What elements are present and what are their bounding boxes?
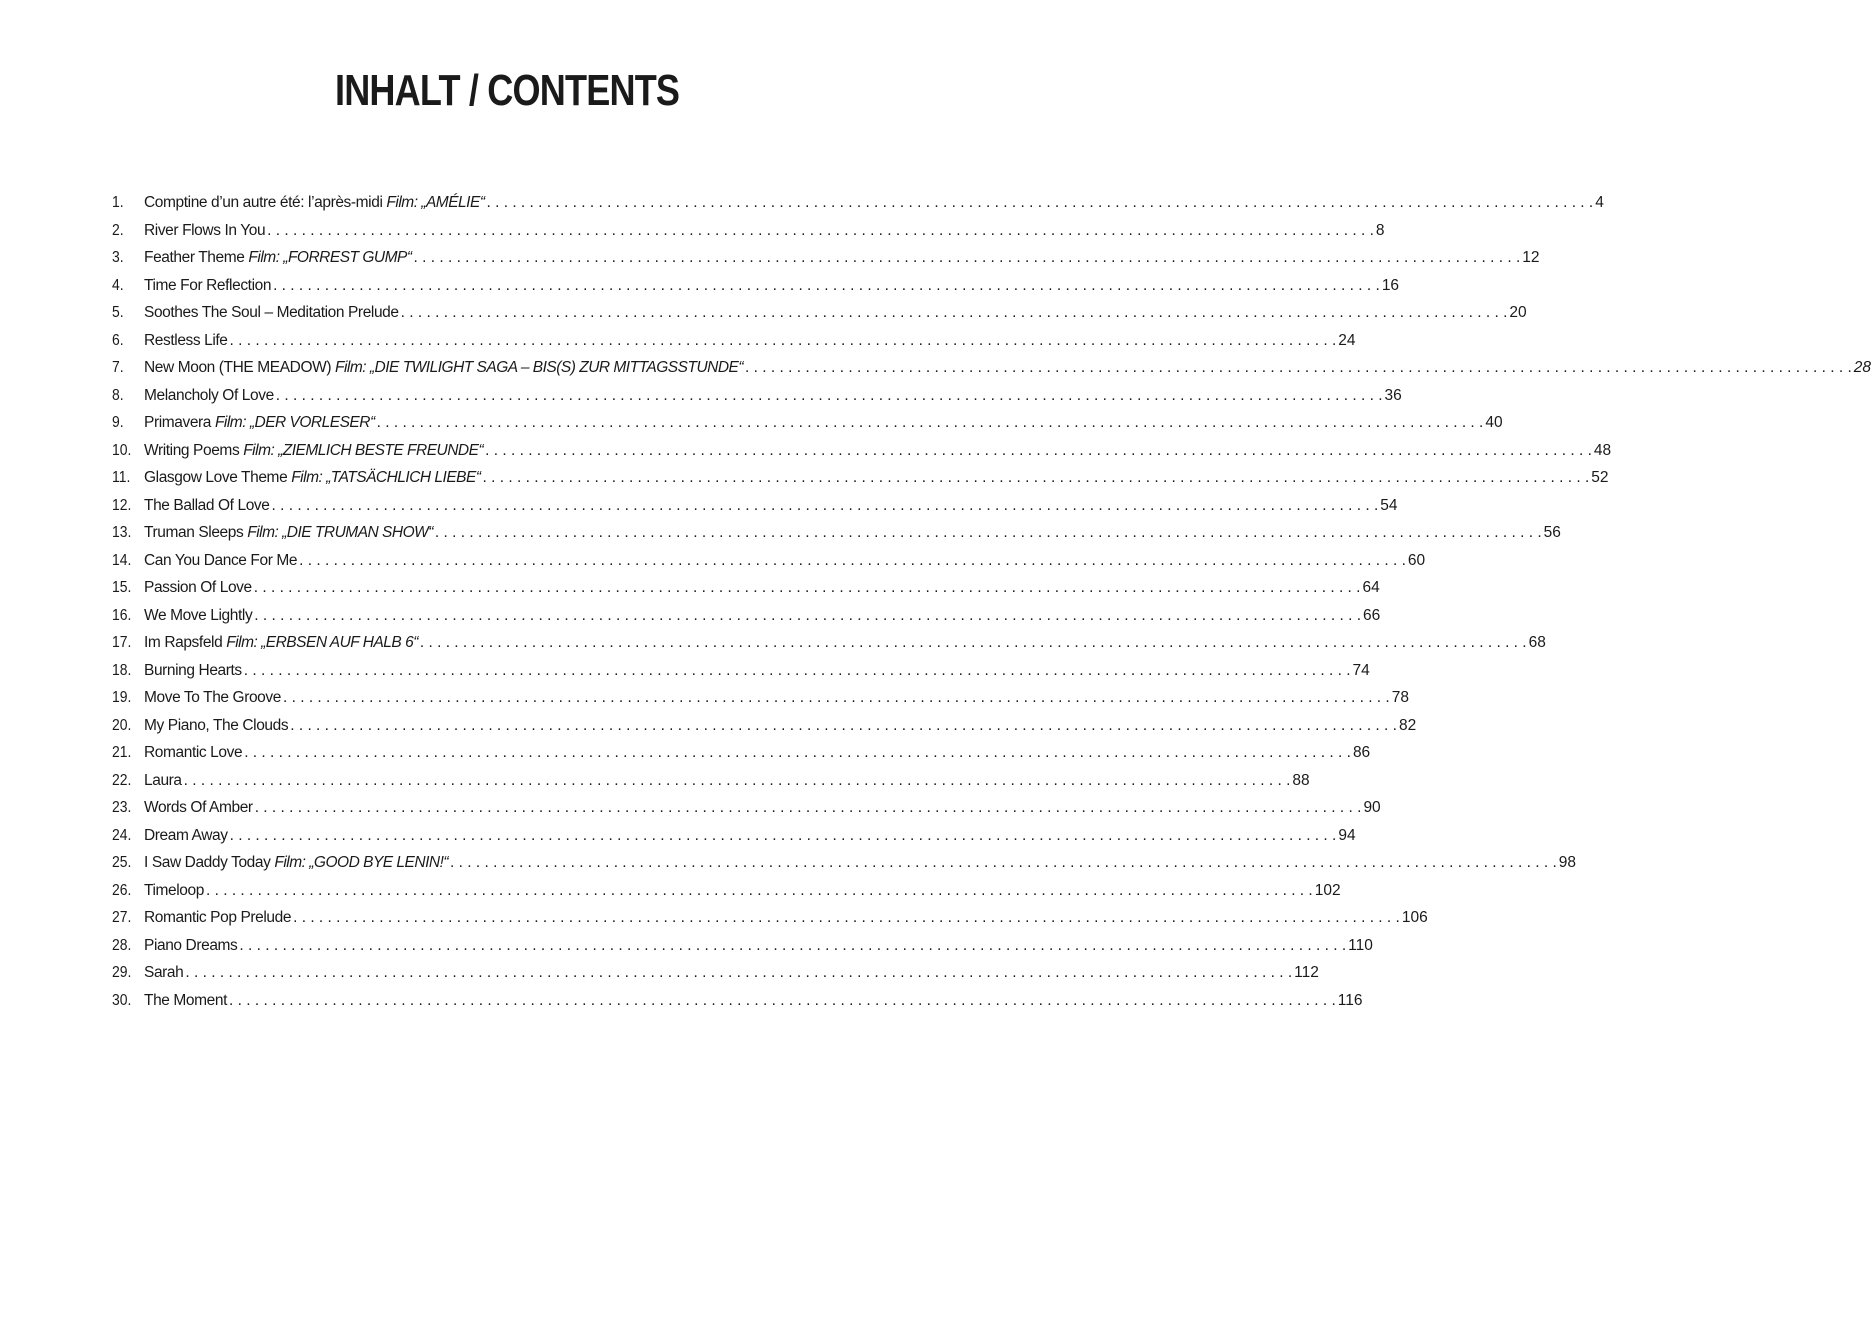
- dot-leader: [185, 964, 1292, 982]
- toc-entry[interactable]: [112, 826, 1356, 855]
- toc-entry[interactable]: [112, 634, 1546, 662]
- toc-entry-number: 2.: [112, 221, 124, 239]
- toc-entry-title: Burning Hearts: [144, 661, 242, 679]
- toc-entry-page-number: 82: [1398, 716, 1417, 734]
- toc-entry-page-number: 16: [1381, 276, 1400, 294]
- toc-entry-film: Film: „DIE TRUMAN SHOW“: [247, 524, 433, 541]
- toc-entry[interactable]: [112, 991, 1363, 1020]
- toc-entry-text: [144, 744, 242, 762]
- toc-entry[interactable]: [112, 689, 1409, 717]
- toc-entry[interactable]: [112, 964, 1319, 992]
- toc-entry-page-number: 4: [1595, 194, 1604, 211]
- toc-entry-title: We Move Lightly: [144, 606, 253, 624]
- toc-entry-film: Film: „DER VORLESER“: [214, 414, 375, 431]
- dot-leader: [244, 662, 1351, 680]
- dot-leader: [255, 799, 1362, 817]
- dot-leader: [293, 909, 1400, 927]
- toc-entry-page-number: 74: [1352, 661, 1370, 679]
- dot-leader: [420, 634, 1527, 652]
- toc-entry-film: Film: „ZIEMLICH BESTE FREUNDE“: [243, 441, 484, 459]
- toc-entry-text: [144, 414, 375, 432]
- toc-entry-title: River Flows In You: [144, 221, 266, 239]
- toc-entry-film: Film: „TATSÄCHLICH LIEBE“: [291, 469, 481, 486]
- toc-entry-page-number: 8: [1375, 221, 1385, 239]
- toc-entry-page-number: 36: [1384, 386, 1402, 404]
- toc-entry-page-number: 20: [1509, 304, 1527, 321]
- toc-entry-page-number: 24: [1338, 331, 1356, 349]
- toc-entry-title: The Moment: [144, 991, 228, 1009]
- toc-entry-title: Romantic Love: [144, 744, 243, 761]
- toc-entry[interactable]: [112, 606, 1381, 635]
- toc-entry-text: [144, 662, 242, 680]
- dot-leader: [483, 469, 1590, 487]
- toc-entry-text: [144, 222, 265, 240]
- toc-entry[interactable]: [112, 771, 1310, 800]
- toc-entry[interactable]: [112, 386, 1402, 415]
- toc-entry-number: 14.: [112, 551, 132, 569]
- toc-entry-number: 18.: [112, 661, 132, 679]
- toc-entry-number: 8.: [112, 386, 124, 404]
- toc-entry-text: [144, 277, 271, 295]
- toc-entry-text: [144, 497, 270, 515]
- toc-entry-text: [144, 607, 252, 625]
- dot-leader: [276, 387, 1383, 405]
- toc-entry[interactable]: [112, 936, 1373, 965]
- dot-leader: [184, 772, 1291, 790]
- toc-entry-text: [144, 304, 399, 322]
- toc-entry-text: [144, 194, 484, 212]
- dot-leader: [229, 992, 1336, 1010]
- toc-entry-text: [144, 634, 418, 652]
- toc-entry-number: 10.: [112, 441, 132, 459]
- toc-entry-text: [144, 442, 483, 460]
- toc-entry[interactable]: [112, 276, 1400, 305]
- toc-entry-page-number: 102: [1314, 881, 1341, 899]
- toc-entry-number: 13.: [112, 524, 132, 541]
- toc-entry-number: 6.: [112, 331, 124, 349]
- toc-entry-page-number: 64: [1362, 579, 1380, 596]
- toc-entry-title: Time For Reflection: [144, 276, 272, 294]
- toc-entry-film: Film: „AMÉLIE“: [386, 194, 485, 211]
- toc-entry-title: Can You Dance For Me: [144, 551, 298, 569]
- toc-entry-page-number: 112: [1294, 964, 1319, 981]
- toc-entry-text: [144, 772, 182, 790]
- toc-entry-title: Passion Of Love: [144, 579, 252, 596]
- toc-entry-title: Soothes The Soul – Meditation Prelude: [144, 304, 399, 321]
- toc-entry-title: Primavera: [144, 414, 212, 431]
- dot-leader: [272, 497, 1379, 515]
- toc-entry-text: [144, 992, 227, 1010]
- toc-entry[interactable]: [112, 579, 1380, 607]
- toc-entry[interactable]: [112, 331, 1356, 360]
- dot-leader: [450, 854, 1557, 872]
- toc-entry-title: Glasgow Love Theme: [144, 469, 288, 486]
- toc-entry-title: Words Of Amber: [144, 799, 253, 816]
- toc-entry-number: 5.: [112, 304, 124, 321]
- dot-leader: [745, 359, 1852, 377]
- toc-entry-film: Film: „GOOD BYE LENIN!“: [274, 854, 449, 871]
- toc-entry-number: 22.: [112, 771, 132, 789]
- toc-entry-title: Romantic Pop Prelude: [144, 909, 292, 926]
- toc-entry-text: [144, 689, 281, 707]
- toc-entry-number: 7.: [112, 359, 124, 376]
- toc-entry-text: [144, 524, 433, 542]
- table-of-contents: [112, 194, 1871, 1019]
- toc-entry-title: Timeloop: [144, 881, 204, 899]
- dot-leader: [435, 524, 1542, 542]
- toc-entry[interactable]: [112, 194, 1604, 222]
- toc-entry[interactable]: [112, 496, 1398, 525]
- toc-entry[interactable]: [112, 414, 1503, 442]
- toc-entry[interactable]: [112, 551, 1426, 580]
- toc-entry[interactable]: [112, 441, 1612, 470]
- toc-entry-page-number: 88: [1292, 771, 1310, 789]
- toc-entry-text: [144, 717, 288, 735]
- toc-entry-title: Truman Sleeps: [144, 524, 244, 541]
- toc-entry-page-number: 54: [1380, 496, 1398, 514]
- toc-entry-title: Sarah: [144, 964, 184, 981]
- dot-leader: [414, 249, 1521, 267]
- toc-entry-number: 29.: [112, 964, 132, 981]
- toc-entry[interactable]: [112, 799, 1381, 827]
- toc-entry-page-number: 90: [1363, 799, 1381, 816]
- dot-leader: [254, 607, 1361, 625]
- dot-leader: [244, 744, 1351, 762]
- dot-leader: [206, 882, 1313, 900]
- toc-entry-page-number: 48: [1593, 441, 1612, 459]
- toc-entry-number: 27.: [112, 909, 132, 926]
- toc-entry-text: [144, 387, 274, 405]
- toc-entry-title: I Saw Daddy Today: [144, 854, 271, 871]
- toc-entry-text: [144, 579, 252, 597]
- toc-entry-number: 25.: [112, 854, 132, 871]
- toc-entry[interactable]: [112, 661, 1370, 690]
- toc-entry-number: 4.: [112, 276, 124, 294]
- toc-entry-page-number: 98: [1558, 854, 1577, 871]
- toc-entry-text: [144, 249, 412, 267]
- toc-entry-number: 11.: [112, 469, 131, 486]
- toc-entry-title: Comptine d’un autre été: l’après-midi: [144, 194, 383, 211]
- dot-leader: [377, 414, 1484, 432]
- toc-entry[interactable]: [112, 221, 1385, 250]
- toc-entry-title: The Ballad Of Love: [144, 496, 270, 514]
- toc-entry-number: 19.: [112, 689, 132, 706]
- dot-leader: [290, 717, 1397, 735]
- toc-entry[interactable]: [112, 524, 1561, 552]
- toc-entry[interactable]: [112, 909, 1428, 937]
- toc-entry-page-number: 78: [1391, 689, 1409, 706]
- toc-entry-text: [144, 799, 253, 817]
- page-title: INHALT / CONTENTS: [334, 66, 680, 115]
- toc-entry[interactable]: [112, 854, 1577, 882]
- toc-entry-text: [144, 909, 291, 927]
- toc-entry-number: 17.: [112, 634, 132, 651]
- toc-entry-title: Melancholy Of Love: [144, 386, 274, 404]
- toc-entry-text: [144, 469, 481, 487]
- toc-entry[interactable]: [112, 744, 1371, 772]
- toc-entry-page-number: 60: [1407, 551, 1426, 569]
- toc-entry-title: Laura: [144, 771, 182, 789]
- toc-entry-number: 24.: [112, 826, 132, 844]
- toc-entry-number: 20.: [112, 716, 132, 734]
- toc-entry-title: Im Rapsfeld: [144, 634, 223, 651]
- toc-entry-text: [144, 964, 183, 982]
- dot-leader: [230, 827, 1337, 845]
- toc-entry-text: [144, 827, 228, 845]
- dot-leader: [267, 222, 1374, 240]
- toc-entry-title: Move To The Groove: [144, 689, 281, 706]
- toc-entry-page-number: 28: [1853, 359, 1871, 376]
- toc-entry-text: [144, 359, 743, 377]
- toc-entry-number: 21.: [112, 744, 132, 761]
- toc-entry-number: 9.: [112, 414, 124, 431]
- toc-entry-page-number: 56: [1543, 524, 1561, 541]
- toc-entry-title: Restless Life: [144, 331, 228, 349]
- toc-entry-page-number: 116: [1337, 991, 1363, 1009]
- toc-entry[interactable]: [112, 716, 1417, 745]
- toc-entry-film: Film: „ERBSEN AUF HALB 6“: [226, 634, 418, 651]
- toc-entry-title: New Moon (THE MEADOW): [144, 359, 332, 376]
- toc-entry-page-number: 110: [1348, 936, 1373, 954]
- dot-leader: [299, 552, 1406, 570]
- toc-entry-title: My Piano, The Clouds: [144, 716, 289, 734]
- toc-entry-number: 26.: [112, 881, 132, 899]
- toc-entry[interactable]: [112, 304, 1527, 332]
- toc-entry-text: [144, 332, 228, 350]
- toc-entry-title: Piano Dreams: [144, 936, 238, 954]
- toc-entry-number: 16.: [112, 606, 132, 624]
- dot-leader: [254, 579, 1361, 597]
- toc-entry-number: 3.: [112, 249, 124, 266]
- dot-leader: [486, 194, 1593, 212]
- dot-leader: [239, 937, 1346, 955]
- toc-entry-number: 28.: [112, 936, 132, 954]
- toc-entry[interactable]: [112, 249, 1540, 277]
- toc-entry-page-number: 66: [1363, 606, 1381, 624]
- toc-entry-text: [144, 552, 297, 570]
- toc-entry-page-number: 106: [1401, 909, 1428, 926]
- toc-entry-page-number: 40: [1485, 414, 1503, 431]
- toc-entry-title: Writing Poems: [144, 441, 240, 459]
- toc-entry-number: 12.: [112, 496, 132, 514]
- toc-entry-title: Feather Theme: [144, 249, 245, 266]
- toc-entry-text: [144, 882, 204, 900]
- toc-entry[interactable]: [112, 359, 1871, 387]
- dot-leader: [401, 304, 1508, 322]
- dot-leader: [485, 442, 1592, 460]
- toc-entry-text: [144, 854, 448, 872]
- toc-entry-page-number: 68: [1528, 634, 1546, 651]
- toc-entry-number: 1.: [112, 194, 124, 211]
- toc-entry[interactable]: [112, 881, 1341, 910]
- toc-entry-title: Dream Away: [144, 826, 228, 844]
- toc-entry-number: 30.: [112, 991, 132, 1009]
- toc-entry-page-number: 94: [1338, 826, 1356, 844]
- toc-entry-number: 15.: [112, 579, 132, 596]
- toc-entry-page-number: 12: [1522, 249, 1540, 266]
- toc-entry-page-number: 52: [1591, 469, 1609, 486]
- toc-entry-film: Film: „FORREST GUMP“: [248, 249, 412, 266]
- toc-entry-number: 23.: [112, 799, 132, 816]
- dot-leader: [283, 689, 1390, 707]
- toc-entry-page-number: 86: [1352, 744, 1371, 761]
- toc-entry[interactable]: [112, 469, 1609, 497]
- toc-entry-film: Film: „DIE TWILIGHT SAGA – BIS(S) ZUR MITTAGSSTUNDE“: [335, 359, 744, 376]
- dot-leader: [230, 332, 1337, 350]
- dot-leader: [273, 277, 1380, 295]
- toc-entry-text: [144, 937, 237, 955]
